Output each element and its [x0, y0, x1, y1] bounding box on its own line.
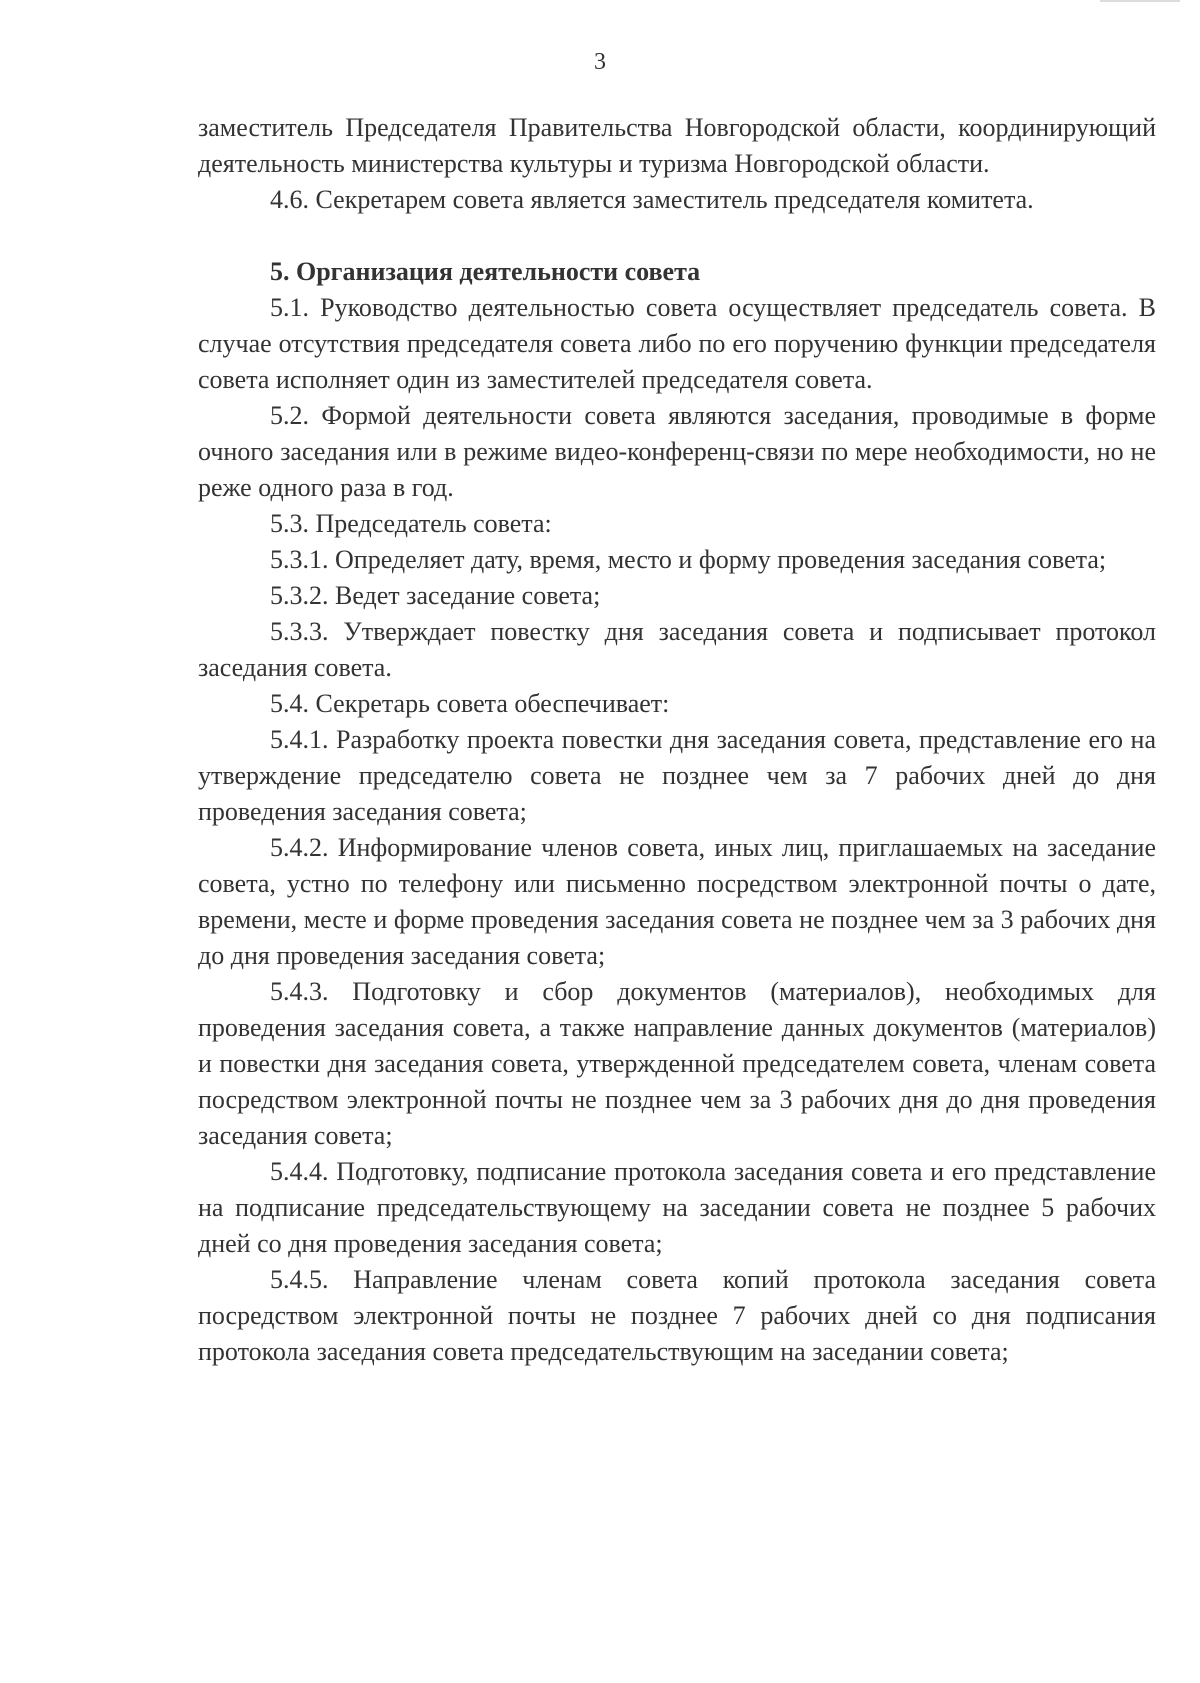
- document-body: [198, 110, 1156, 1370]
- paragraph-5-4-1: 5.4.1. Разработку проекта повестки дня заседания совета, представление его на утверждение председателю совета не позднее чем за 7 рабочих дней до дня проведения заседания совета;: [198, 725, 1156, 826]
- paragraph-5-2: 5.2. Формой деятельности совета являются заседания, проводимые в форме очного заседания или в режиме видео-конференц-связи по мере необходимости, но не реже одного раза в год.: [198, 401, 1156, 502]
- paragraph-5-4-2: 5.4.2. Информирование членов совета, иных лиц, приглашаемых на заседание совета, устно по телефону или письменно посредством электронной почты о дате, времени, месте и форме проведения заседания совета не позднее чем за 3 рабочих дня до дня проведения заседания совета;: [198, 833, 1156, 970]
- section-heading: 5. Организация деятельности совета: [270, 257, 701, 286]
- paragraph-5-4-3: 5.4.3. Подготовку и сбор документов (материалов), необходимых для проведения заседания совета, а также направление данных документов (материалов) и повестки дня заседания совета, утвержденной председателем совета, членам совета посредством электронной почты не позднее чем за 3 рабочих дня до дня проведения заседания совета;: [198, 977, 1156, 1150]
- page-number: 3: [594, 49, 606, 75]
- paragraph-4-6: 4.6. Секретарем совета является заместитель председателя комитета.: [270, 185, 1034, 214]
- paragraph-5-3-2: 5.3.2. Ведет заседание совета;: [270, 581, 601, 610]
- paragraph-5-3: 5.3. Председатель совета:: [270, 509, 552, 538]
- paragraph-5-4-4: 5.4.4. Подготовку, подписание протокола заседания совета и его представление на подписание председательствующему на заседании совета не позднее 5 рабочих дней со дня проведения заседания совета;: [198, 1157, 1156, 1258]
- paragraph-5-1: 5.1. Руководство деятельностью совета осуществляет председатель совета. В случае отсутствия председателя совета либо по его поручению функции председателя совета исполняет один из заместителей председателя совета.: [198, 293, 1156, 394]
- paragraph-5-3-3: 5.3.3. Утверждает повестку дня заседания совета и подписывает протокол заседания совета.: [198, 617, 1156, 682]
- paragraph-5-4: 5.4. Секретарь совета обеспечивает:: [270, 689, 670, 718]
- scan-edge-mark: [1100, 0, 1180, 2]
- paragraph-5-4-5: 5.4.5. Направление членам совета копий протокола заседания совета посредством электронной почты не позднее 7 рабочих дней со дня подписания протокола заседания совета председательствующим на заседании совета;: [198, 1265, 1156, 1366]
- paragraph-5-3-1: 5.3.1. Определяет дату, время, место и форму проведения заседания совета;: [270, 545, 1107, 574]
- paragraph-continuation: заместитель Председателя Правительства Новгородской области, координирующий деятельность министерства культуры и туризма Новгородской области.: [198, 113, 1156, 178]
